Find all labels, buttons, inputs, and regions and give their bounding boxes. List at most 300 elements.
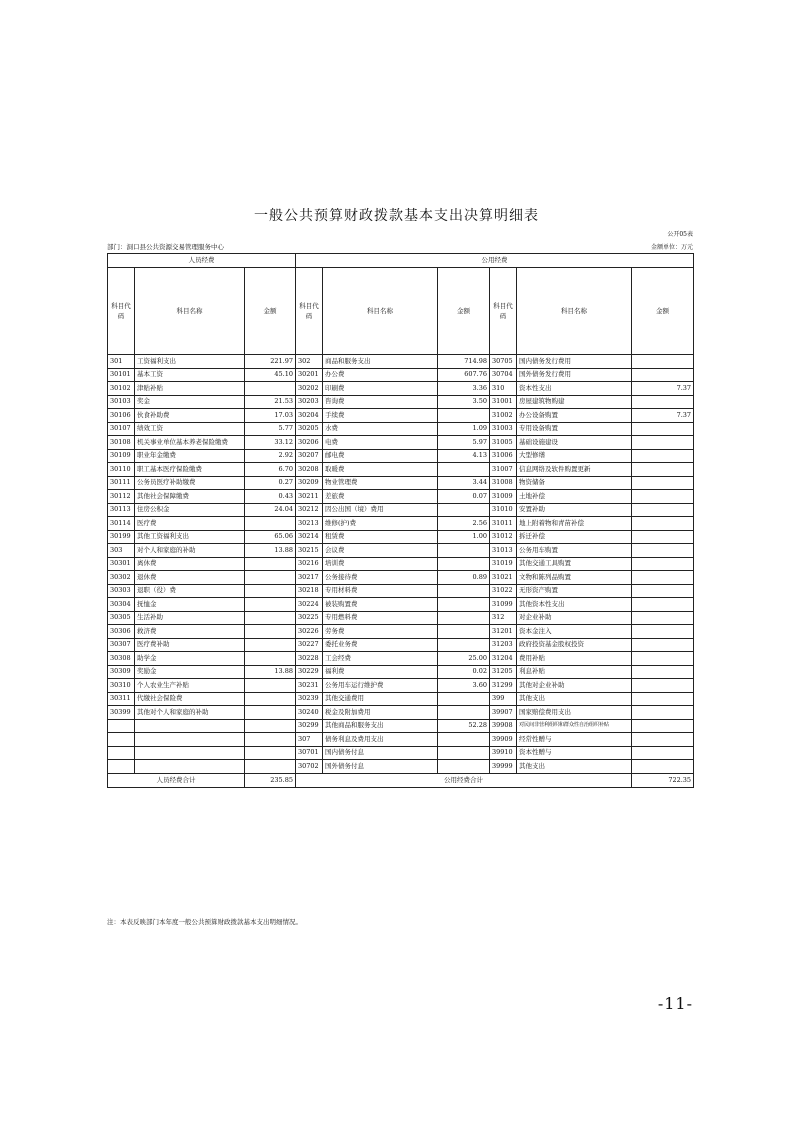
- code-cell: 30101: [108, 368, 135, 382]
- amount-cell: 0.89: [438, 571, 490, 585]
- amount-cell: [245, 719, 296, 733]
- code-cell: 30217: [296, 571, 323, 585]
- amount-cell: [632, 584, 694, 598]
- name-cell: 印刷费: [323, 382, 438, 396]
- amount-cell: 45.10: [245, 368, 296, 382]
- name-cell: 利息补贴: [517, 665, 632, 679]
- code-cell: 30702: [296, 760, 323, 774]
- table-row: [108, 692, 694, 706]
- amount-cell: 4.13: [438, 449, 490, 463]
- table-row: [108, 476, 694, 490]
- code-cell: 30202: [296, 382, 323, 396]
- name-cell: 税金及附加费用: [323, 706, 438, 720]
- name-cell: [135, 760, 245, 774]
- amount-cell: [245, 733, 296, 747]
- code-cell: 30308: [108, 652, 135, 666]
- amount-cell: 2.56: [438, 517, 490, 531]
- table-row: [108, 571, 694, 585]
- code-cell: 30214: [296, 530, 323, 544]
- code-cell: 301: [108, 355, 135, 369]
- amount-cell: 17.03: [245, 409, 296, 423]
- name-cell: 住房公积金: [135, 503, 245, 517]
- table-row: [108, 530, 694, 544]
- code-cell: 30226: [296, 625, 323, 639]
- amount-cell: [632, 436, 694, 450]
- name-cell: 对个人和家庭的补助: [135, 544, 245, 558]
- name-cell: 国内债务付息: [323, 746, 438, 760]
- code-cell: 30213: [296, 517, 323, 531]
- table-row: [108, 760, 694, 774]
- code-cell: 30199: [108, 530, 135, 544]
- code-cell: 30309: [108, 665, 135, 679]
- code-cell: 31201: [490, 625, 517, 639]
- amount-cell: 7.37: [632, 382, 694, 396]
- total-public-label: 公用经费合计: [296, 773, 632, 787]
- code-cell: 30112: [108, 490, 135, 504]
- total-public-value: 722.35: [632, 773, 694, 787]
- code-cell: 30110: [108, 463, 135, 477]
- amount-cell: [438, 557, 490, 571]
- name-cell: 资本金注入: [517, 625, 632, 639]
- code-cell: 30109: [108, 449, 135, 463]
- amount-cell: [438, 409, 490, 423]
- table-row: [108, 382, 694, 396]
- name-cell: 公务接待费: [323, 571, 438, 585]
- code-cell: 30229: [296, 665, 323, 679]
- amount-cell: [632, 395, 694, 409]
- amount-cell: 24.04: [245, 503, 296, 517]
- expenditure-table: [107, 253, 694, 788]
- name-cell: 债务利息及费用支出: [323, 733, 438, 747]
- name-cell: 维修(护)费: [323, 517, 438, 531]
- name-cell: 信息网络及软件购置更新: [517, 463, 632, 477]
- code-cell: 30701: [296, 746, 323, 760]
- amount-cell: [245, 746, 296, 760]
- amount-cell: [438, 503, 490, 517]
- name-cell: 救济费: [135, 625, 245, 639]
- name-cell: 抚恤金: [135, 598, 245, 612]
- name-cell: 经常性赠与: [517, 733, 632, 747]
- amount-cell: [245, 760, 296, 774]
- code-cell: 30208: [296, 463, 323, 477]
- code-cell: 31203: [490, 638, 517, 652]
- code-cell: 31204: [490, 652, 517, 666]
- amount-cell: [632, 503, 694, 517]
- code-cell: 31013: [490, 544, 517, 558]
- table-row: [108, 395, 694, 409]
- name-cell: 公务员医疗补助缴费: [135, 476, 245, 490]
- code-cell: 30305: [108, 611, 135, 625]
- amount-cell: [632, 692, 694, 706]
- name-cell: 手续费: [323, 409, 438, 423]
- amount-cell: [438, 760, 490, 774]
- code-cell: 31008: [490, 476, 517, 490]
- amount-cell: 3.60: [438, 679, 490, 693]
- code-cell: [108, 746, 135, 760]
- column-header: 科目代码: [296, 268, 323, 355]
- totals-row: [108, 773, 694, 787]
- amount-cell: [245, 598, 296, 612]
- amount-cell: [632, 490, 694, 504]
- table-row: [108, 557, 694, 571]
- code-cell: 30240: [296, 706, 323, 720]
- name-cell: 伙食补助费: [135, 409, 245, 423]
- name-cell: 代缴社会保险费: [135, 692, 245, 706]
- amount-cell: 607.76: [438, 368, 490, 382]
- name-cell: 地上附着物和青苗补偿: [517, 517, 632, 531]
- code-cell: 30215: [296, 544, 323, 558]
- amount-cell: 21.53: [245, 395, 296, 409]
- code-cell: 30114: [108, 517, 135, 531]
- code-cell: 30306: [108, 625, 135, 639]
- amount-cell: [438, 625, 490, 639]
- code-cell: 30209: [296, 476, 323, 490]
- code-cell: 30203: [296, 395, 323, 409]
- name-cell: 对民间非营利组织和群众性自治组织补贴: [517, 719, 632, 733]
- code-cell: 30304: [108, 598, 135, 612]
- code-cell: 30102: [108, 382, 135, 396]
- code-cell: 312: [490, 611, 517, 625]
- amount-cell: 33.12: [245, 436, 296, 450]
- name-cell: 医疗费补助: [135, 638, 245, 652]
- code-cell: 39910: [490, 746, 517, 760]
- table-row: [108, 436, 694, 450]
- code-cell: 30212: [296, 503, 323, 517]
- amount-cell: [632, 476, 694, 490]
- amount-cell: [632, 760, 694, 774]
- name-cell: 邮电费: [323, 449, 438, 463]
- amount-cell: [438, 692, 490, 706]
- amount-cell: [245, 625, 296, 639]
- amount-cell: 7.37: [632, 409, 694, 423]
- name-cell: 离休费: [135, 557, 245, 571]
- code-cell: 30201: [296, 368, 323, 382]
- name-cell: 办公费: [323, 368, 438, 382]
- amount-cell: [245, 382, 296, 396]
- table-row: [108, 598, 694, 612]
- code-cell: [108, 719, 135, 733]
- code-cell: 39907: [490, 706, 517, 720]
- name-cell: 无形资产购置: [517, 584, 632, 598]
- code-cell: [108, 733, 135, 747]
- department-label: 部门：洞口县公共资源交易管理服务中心: [107, 243, 224, 251]
- code-cell: 30205: [296, 422, 323, 436]
- name-cell: 其他支出: [517, 692, 632, 706]
- amount-cell: [632, 706, 694, 720]
- code-cell: 30228: [296, 652, 323, 666]
- name-cell: 咨询费: [323, 395, 438, 409]
- name-cell: 培训费: [323, 557, 438, 571]
- code-cell: 303: [108, 544, 135, 558]
- name-cell: 津贴补贴: [135, 382, 245, 396]
- table-row: [108, 409, 694, 423]
- code-cell: 30311: [108, 692, 135, 706]
- amount-cell: [632, 449, 694, 463]
- amount-cell: [245, 584, 296, 598]
- name-cell: 物资储备: [517, 476, 632, 490]
- amount-cell: 221.97: [245, 355, 296, 369]
- amount-cell: [245, 638, 296, 652]
- name-cell: 个人农业生产补贴: [135, 679, 245, 693]
- amount-cell: [632, 368, 694, 382]
- amount-cell: 25.00: [438, 652, 490, 666]
- amount-cell: [632, 665, 694, 679]
- total-personnel-value: 235.85: [245, 773, 296, 787]
- code-cell: 31009: [490, 490, 517, 504]
- table-row: [108, 422, 694, 436]
- column-header: 科目代码: [490, 268, 517, 355]
- amount-cell: 13.88: [245, 544, 296, 558]
- unit-label: 金额单位：万元: [650, 244, 693, 251]
- code-cell: 30218: [296, 584, 323, 598]
- table-row: [108, 746, 694, 760]
- name-cell: 物业管理费: [323, 476, 438, 490]
- name-cell: [135, 733, 245, 747]
- name-cell: 专用设备购置: [517, 422, 632, 436]
- name-cell: 生活补助: [135, 611, 245, 625]
- amount-cell: [245, 557, 296, 571]
- amount-cell: [632, 355, 694, 369]
- amount-cell: [632, 517, 694, 531]
- table-row: [108, 449, 694, 463]
- column-header: 科目名称: [135, 268, 245, 355]
- name-cell: 资本性支出: [517, 382, 632, 396]
- table-row: [108, 544, 694, 558]
- code-cell: 30106: [108, 409, 135, 423]
- amount-cell: [245, 571, 296, 585]
- code-cell: 30204: [296, 409, 323, 423]
- amount-cell: [632, 719, 694, 733]
- name-cell: 委托业务费: [323, 638, 438, 652]
- name-cell: 水费: [323, 422, 438, 436]
- code-cell: 30310: [108, 679, 135, 693]
- amount-cell: 2.92: [245, 449, 296, 463]
- code-cell: 30107: [108, 422, 135, 436]
- amount-cell: [438, 463, 490, 477]
- amount-cell: [245, 679, 296, 693]
- code-cell: 31205: [490, 665, 517, 679]
- code-cell: 302: [296, 355, 323, 369]
- code-cell: 30307: [108, 638, 135, 652]
- name-cell: 其他支出: [517, 760, 632, 774]
- table-row: [108, 355, 694, 369]
- name-cell: 电费: [323, 436, 438, 450]
- code-cell: 399: [490, 692, 517, 706]
- table-row: [108, 719, 694, 733]
- name-cell: 其他交通费用: [323, 692, 438, 706]
- amount-cell: [632, 571, 694, 585]
- name-cell: 其他资本性支出: [517, 598, 632, 612]
- table-row: [108, 679, 694, 693]
- form-number: 公开05表: [667, 231, 693, 238]
- name-cell: 医疗费: [135, 517, 245, 531]
- code-cell: 30303: [108, 584, 135, 598]
- code-cell: 31007: [490, 463, 517, 477]
- code-cell: 39909: [490, 733, 517, 747]
- name-cell: 大型修缮: [517, 449, 632, 463]
- amount-cell: [632, 611, 694, 625]
- amount-cell: 6.70: [245, 463, 296, 477]
- amount-cell: 1.00: [438, 530, 490, 544]
- name-cell: 退职（役）费: [135, 584, 245, 598]
- name-cell: 安置补助: [517, 503, 632, 517]
- name-cell: 机关事业单位基本养老保险缴费: [135, 436, 245, 450]
- amount-cell: [438, 584, 490, 598]
- code-cell: 30206: [296, 436, 323, 450]
- code-cell: 30111: [108, 476, 135, 490]
- amount-cell: [245, 706, 296, 720]
- amount-cell: 52.28: [438, 719, 490, 733]
- code-cell: 30231: [296, 679, 323, 693]
- code-cell: 30224: [296, 598, 323, 612]
- code-cell: 31012: [490, 530, 517, 544]
- name-cell: 劳务费: [323, 625, 438, 639]
- column-header: 金额: [438, 268, 490, 355]
- name-cell: 职工基本医疗保险缴费: [135, 463, 245, 477]
- code-cell: 30108: [108, 436, 135, 450]
- code-cell: 30302: [108, 571, 135, 585]
- name-cell: 资本性赠与: [517, 746, 632, 760]
- name-cell: [135, 719, 245, 733]
- name-cell: 办公设备购置: [517, 409, 632, 423]
- amount-cell: 65.06: [245, 530, 296, 544]
- name-cell: 国外债务发行费用: [517, 368, 632, 382]
- total-personnel-label: 人员经费合计: [108, 773, 245, 787]
- code-cell: 307: [296, 733, 323, 747]
- table-row: [108, 517, 694, 531]
- code-cell: 30299: [296, 719, 323, 733]
- name-cell: 公务用车运行维护费: [323, 679, 438, 693]
- code-cell: 30103: [108, 395, 135, 409]
- name-cell: 工资福利支出: [135, 355, 245, 369]
- section-personnel: 人员经费: [108, 254, 296, 268]
- table-row: [108, 652, 694, 666]
- code-cell: 31299: [490, 679, 517, 693]
- name-cell: 取暖费: [323, 463, 438, 477]
- table-row: [108, 638, 694, 652]
- amount-cell: [632, 598, 694, 612]
- table-row: [108, 733, 694, 747]
- page-number: -11-: [657, 994, 693, 1013]
- name-cell: 其他商品和服务支出: [323, 719, 438, 733]
- amount-cell: [632, 463, 694, 477]
- amount-cell: [632, 422, 694, 436]
- name-cell: 工会经费: [323, 652, 438, 666]
- code-cell: 31011: [490, 517, 517, 531]
- amount-cell: 0.02: [438, 665, 490, 679]
- amount-cell: [632, 652, 694, 666]
- amount-cell: 5.97: [438, 436, 490, 450]
- table-row: [108, 625, 694, 639]
- name-cell: 拆迁补偿: [517, 530, 632, 544]
- amount-cell: [632, 557, 694, 571]
- amount-cell: [438, 598, 490, 612]
- name-cell: 国内债务发行费用: [517, 355, 632, 369]
- amount-cell: 0.07: [438, 490, 490, 504]
- code-cell: 31001: [490, 395, 517, 409]
- amount-cell: [438, 746, 490, 760]
- column-header: 科目代码: [108, 268, 135, 355]
- name-cell: [135, 746, 245, 760]
- amount-cell: [632, 746, 694, 760]
- code-cell: 31019: [490, 557, 517, 571]
- amount-cell: [632, 733, 694, 747]
- amount-cell: [632, 679, 694, 693]
- name-cell: 绩效工资: [135, 422, 245, 436]
- code-cell: 30239: [296, 692, 323, 706]
- name-cell: 其他对个人和家庭的补助: [135, 706, 245, 720]
- amount-cell: 0.27: [245, 476, 296, 490]
- code-cell: 31006: [490, 449, 517, 463]
- table-row: [108, 706, 694, 720]
- table-row: [108, 584, 694, 598]
- name-cell: 福利费: [323, 665, 438, 679]
- amount-cell: [632, 544, 694, 558]
- code-cell: 30705: [490, 355, 517, 369]
- name-cell: 差旅费: [323, 490, 438, 504]
- name-cell: 公务用车购置: [517, 544, 632, 558]
- section-public: 公用经费: [296, 254, 694, 268]
- code-cell: 30225: [296, 611, 323, 625]
- code-cell: 30113: [108, 503, 135, 517]
- column-header: 金额: [632, 268, 694, 355]
- code-cell: 30207: [296, 449, 323, 463]
- column-header: 科目名称: [517, 268, 632, 355]
- code-cell: 30399: [108, 706, 135, 720]
- amount-cell: [245, 611, 296, 625]
- amount-cell: [245, 652, 296, 666]
- amount-cell: [632, 625, 694, 639]
- code-cell: 31005: [490, 436, 517, 450]
- name-cell: 商品和服务支出: [323, 355, 438, 369]
- code-cell: 31099: [490, 598, 517, 612]
- name-cell: 其他工资福利支出: [135, 530, 245, 544]
- name-cell: 费用补贴: [517, 652, 632, 666]
- amount-cell: [632, 638, 694, 652]
- name-cell: 会议费: [323, 544, 438, 558]
- amount-cell: 0.43: [245, 490, 296, 504]
- code-cell: 39999: [490, 760, 517, 774]
- table-row: [108, 490, 694, 504]
- column-header-row: [108, 268, 694, 355]
- name-cell: 奖励金: [135, 665, 245, 679]
- amount-cell: [245, 517, 296, 531]
- name-cell: 其他交通工具购置: [517, 557, 632, 571]
- amount-cell: 13.88: [245, 665, 296, 679]
- name-cell: 退休费: [135, 571, 245, 585]
- code-cell: 31003: [490, 422, 517, 436]
- code-cell: [108, 760, 135, 774]
- code-cell: 31010: [490, 503, 517, 517]
- code-cell: 31021: [490, 571, 517, 585]
- amount-cell: [632, 530, 694, 544]
- name-cell: 被装购置费: [323, 598, 438, 612]
- amount-cell: 3.36: [438, 382, 490, 396]
- code-cell: 310: [490, 382, 517, 396]
- code-cell: 31022: [490, 584, 517, 598]
- amount-cell: [438, 706, 490, 720]
- name-cell: 房屋建筑物购建: [517, 395, 632, 409]
- table-row: [108, 503, 694, 517]
- table-row: [108, 611, 694, 625]
- amount-cell: 1.09: [438, 422, 490, 436]
- name-cell: 其他对企业补助: [517, 679, 632, 693]
- name-cell: 专用燃料费: [323, 611, 438, 625]
- code-cell: 39908: [490, 719, 517, 733]
- name-cell: 奖金: [135, 395, 245, 409]
- code-cell: 30211: [296, 490, 323, 504]
- code-cell: 30227: [296, 638, 323, 652]
